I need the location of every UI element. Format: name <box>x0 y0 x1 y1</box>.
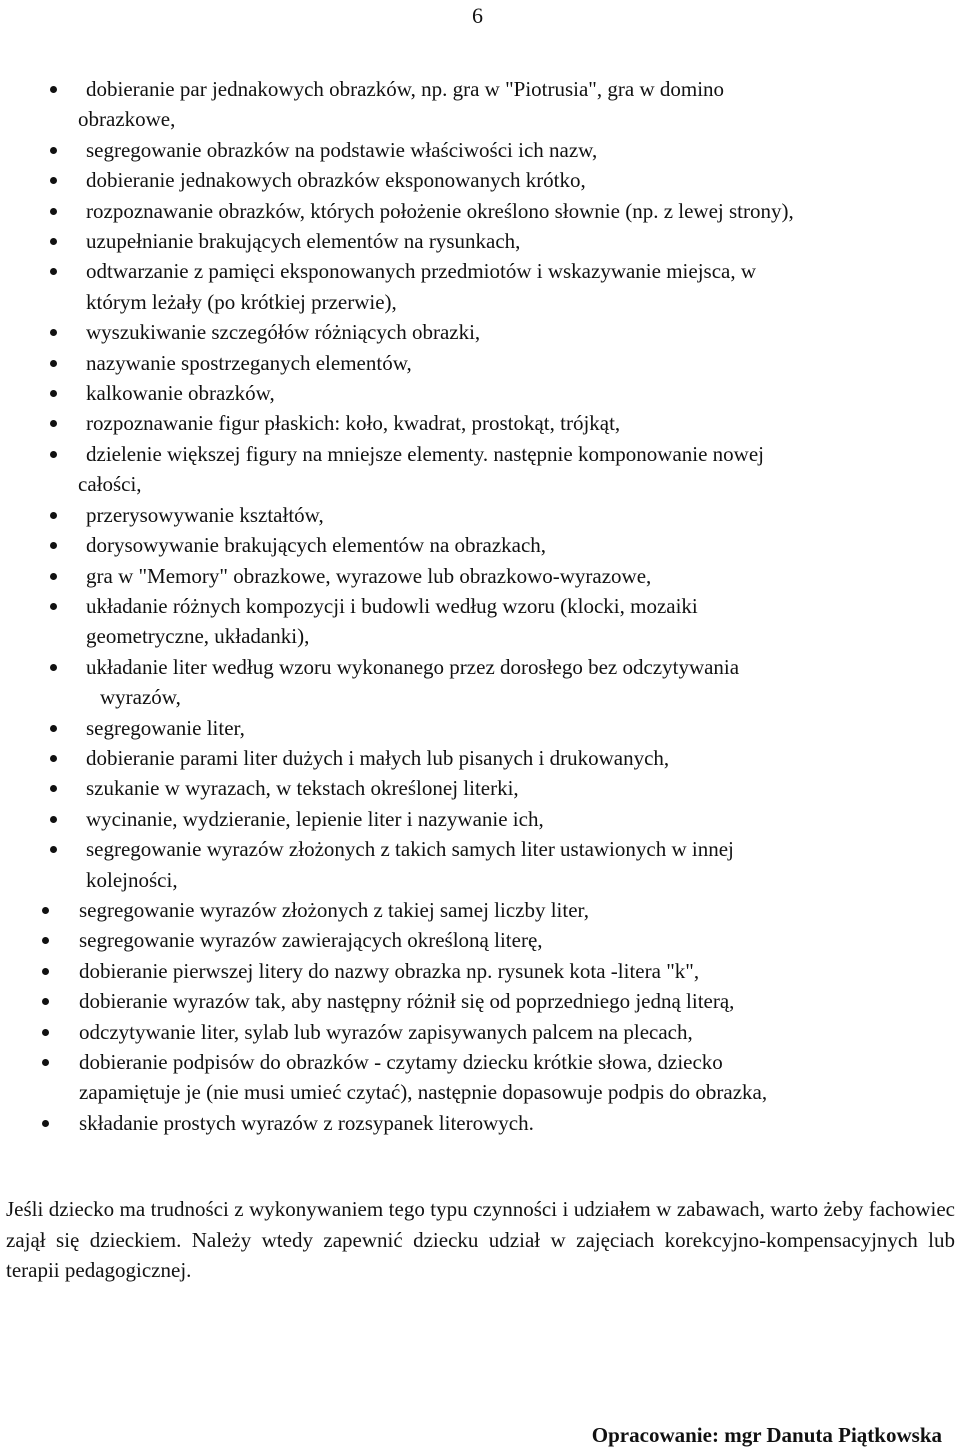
list-item-text: kalkowanie obrazków, <box>86 381 275 406</box>
list-item <box>0 591 960 652</box>
list-item-text: segregowanie wyrazów złożonych z takiej samej liczby liter, <box>79 897 589 922</box>
list-item <box>0 317 960 347</box>
list-item-continuation: zapamiętuje je (nie musi umieć czytać), następnie dopasowuje podpis do obrazka, <box>79 1080 768 1105</box>
bullet-icon <box>50 177 57 184</box>
bullet-icon <box>42 968 49 975</box>
list-item-text: wyszukiwanie szczegółów różniących obrazki, <box>86 320 481 345</box>
list-item-text: dorysowywanie brakujących elementów na obrazkach, <box>86 533 547 558</box>
closing-paragraph: Jeśli dziecko ma trudności z wykonywaniem tego typu czynności i udziałem w zabawach, warto żeby fachowiec zajął się dzieckiem. Należy wtedy zapewnić dziecku udział w zajęciach korekcyjno-kompensacyjnych lub terapii pedagogicznej. <box>6 1197 955 1282</box>
list-item <box>0 135 960 165</box>
list-item-text: składanie prostych wyrazów z rozsypanek literowych. <box>79 1110 534 1135</box>
list-item-text: segregowanie wyrazów złożonych z takich samych liter ustawionych w innej <box>86 837 734 862</box>
bullet-icon <box>50 420 57 427</box>
list-item <box>0 348 960 378</box>
list-item-text: dzielenie większej figury na mniejsze elementy. następnie komponowanie nowej <box>86 441 764 466</box>
bullet-icon <box>50 86 57 93</box>
list-item <box>0 165 960 195</box>
list-item-text: gra w "Memory" obrazkowe, wyrazowe lub obrazkowo-wyrazowe, <box>86 563 652 588</box>
bullet-icon <box>50 846 57 853</box>
bullet-icon <box>42 1029 49 1036</box>
bullet-icon <box>42 1059 49 1066</box>
list-item-text: segregowanie liter, <box>86 715 245 740</box>
list-item-text: układanie liter według wzoru wykonanego przez dorosłego bez odczytywania <box>86 654 740 679</box>
list-item-text: nazywanie spostrzeganych elementów, <box>86 350 412 375</box>
list-item <box>0 743 960 773</box>
bullet-icon <box>50 268 57 275</box>
list-item <box>0 925 960 955</box>
list-item <box>0 439 960 500</box>
list-item-text: przerysowywanie kształtów, <box>86 502 324 527</box>
list-item-text: segregowanie wyrazów zawierających określoną literę, <box>79 928 543 953</box>
list-item <box>0 652 960 713</box>
list-item-continuation: geometryczne, układanki), <box>86 624 310 649</box>
bullet-icon <box>50 664 57 671</box>
list-item <box>0 256 960 317</box>
list-item <box>0 773 960 803</box>
list-item <box>0 500 960 530</box>
list-item-text: dobieranie jednakowych obrazków eksponowanych krótko, <box>86 168 586 193</box>
bullet-icon <box>50 390 57 397</box>
bullet-icon <box>50 238 57 245</box>
bullet-icon <box>50 147 57 154</box>
list-item <box>0 895 960 925</box>
bullet-icon <box>50 512 57 519</box>
bullet-icon <box>50 725 57 732</box>
list-item <box>0 834 960 895</box>
list-item-continuation: obrazkowe, <box>78 107 176 132</box>
list-item-text: dobieranie par jednakowych obrazków, np. gra w "Piotrusia", gra w domino <box>86 77 725 101</box>
list-item-text: dobieranie parami liter dużych i małych lub pisanych i drukowanych, <box>86 745 670 770</box>
list-item <box>0 196 960 226</box>
author-signature: Opracowanie: mgr Danuta Piątkowska <box>591 1423 942 1447</box>
list-item-text: dobieranie wyrazów tak, aby następny różnił się od poprzedniego jedną literą, <box>79 989 735 1014</box>
bullet-icon <box>50 816 57 823</box>
list-item-text: dobieranie pierwszej litery do nazwy obrazka np. rysunek kota -litera "k", <box>79 958 700 983</box>
list-item <box>0 74 960 135</box>
list-item <box>0 561 960 591</box>
list-item-text: odczytywanie liter, sylab lub wyrazów zapisywanych palcem na plecach, <box>79 1019 693 1044</box>
bullet-icon <box>50 329 57 336</box>
bullet-icon <box>42 937 49 944</box>
list-item-text: dobieranie podpisów do obrazków - czytamy dziecku krótkie słowa, dziecko <box>79 1050 723 1074</box>
bullet-icon <box>50 755 57 762</box>
list-item-continuation: kolejności, <box>86 867 178 892</box>
activity-list <box>0 74 960 1138</box>
bullet-icon <box>50 208 57 215</box>
list-item-text: odtwarzanie z pamięci eksponowanych przedmiotów i wskazywanie miejsca, w <box>86 259 757 284</box>
list-item-text: uzupełnianie brakujących elementów na rysunkach, <box>86 229 521 254</box>
list-item <box>0 713 960 743</box>
bullet-icon <box>50 360 57 367</box>
bullet-icon <box>42 907 49 914</box>
list-item <box>0 1047 960 1108</box>
bullet-icon <box>50 785 57 792</box>
list-item <box>0 530 960 560</box>
list-item <box>0 226 960 256</box>
list-item <box>0 986 960 1016</box>
bullet-icon <box>42 1120 49 1127</box>
list-item-text: rozpoznawanie obrazków, których położenie określono słownie (np. z lewej strony), <box>86 198 794 223</box>
list-item-text: szukanie w wyrazach, w tekstach określonej literki, <box>86 776 519 801</box>
list-item <box>0 408 960 438</box>
bullet-icon <box>42 998 49 1005</box>
list-item <box>0 378 960 408</box>
list-item <box>0 804 960 834</box>
list-item <box>0 1017 960 1047</box>
list-item-text: wycinanie, wydzieranie, lepienie liter i nazywanie ich, <box>86 806 544 831</box>
list-item-continuation: którym leżały (po krótkiej przerwie), <box>86 289 397 314</box>
bullet-icon <box>50 573 57 580</box>
bullet-icon <box>50 603 57 610</box>
list-item <box>0 956 960 986</box>
page-number: 6 <box>472 3 483 28</box>
list-item-text: rozpoznawanie figur płaskich: koło, kwadrat, prostokąt, trójkąt, <box>86 411 621 436</box>
list-item-continuation: wyrazów, <box>100 685 181 710</box>
list-item-text: segregowanie obrazków na podstawie właściwości ich nazw, <box>86 137 598 162</box>
list-item-text: układanie różnych kompozycji i budowli według wzoru (klocki, mozaiki <box>86 593 698 618</box>
bullet-icon <box>50 451 57 458</box>
bullet-icon <box>50 542 57 549</box>
list-item-continuation: całości, <box>78 472 142 497</box>
list-item <box>0 1108 960 1138</box>
